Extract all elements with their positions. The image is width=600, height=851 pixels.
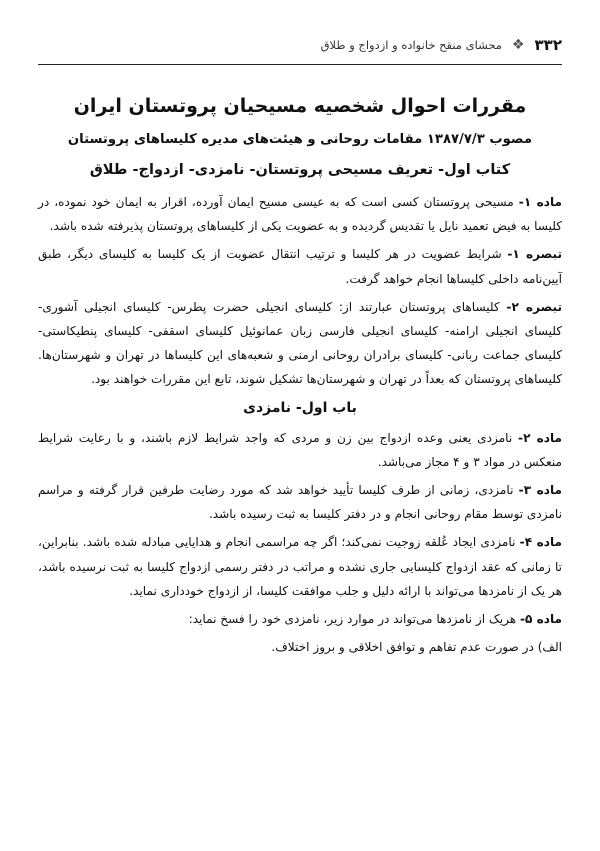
paragraph-article-2 — [38, 426, 562, 474]
diamond-flower-icon: ❖ — [511, 37, 525, 53]
note-number: تبصره ۲- — [506, 299, 562, 314]
running-header — [38, 30, 562, 60]
note-text: کلیساهای پروتستان عبارتند از: کلیسای انجیلی حضرت پطرس- کلیسای انجیلی آشوری- کلیسای انجیلی ارامنه- کلیسای انجیلی فارسی زبان عمانوئیل کلیسای اسقفی- کلیسای پنطیکاستی- کلیسای جماعت ربانی- کلیسای برادران روحانی ارمنی و شعبه‌های این کلیساها در تهران و شهرستان‌ها. کلیساهای پروتستان که بعداً در تهران و شهرستان‌ها تشکیل شوند، تابع این مقررات خواهند بود. — [38, 299, 562, 387]
paragraph-article-5 — [38, 607, 562, 631]
article-number: ماده ۲- — [518, 430, 562, 445]
paragraph-note-1 — [38, 242, 562, 290]
document-subtitle: مصوب ۱۳۸۷/۷/۳ مقامات روحانی و هیئت‌های مدیره کلیساهای پروتستان — [67, 132, 533, 147]
article-text: نامزدی یعنی وعده ازدواج بین زن و مردی که واجد شرایط لازم باشند، و با رعایت شرایط منعکس در مواد ۳ و ۴ مجاز می‌باشد. — [38, 430, 562, 469]
section-heading: باب اول- نامزدی — [243, 399, 357, 416]
paragraph-note-2 — [38, 295, 562, 392]
article-number: ماده ۵- — [519, 612, 562, 627]
article-number: ماده ۴- — [519, 535, 562, 550]
document-title: مقررات احوال شخصیه مسیحیان پروتستان ایران — [73, 95, 527, 117]
paragraph-article-3 — [38, 478, 562, 526]
article-number: ماده ۳- — [518, 483, 563, 498]
document-body — [38, 86, 562, 663]
paragraph-article-4 — [38, 530, 562, 603]
paragraph-article-1 — [38, 190, 562, 238]
book-heading: کتاب اول- تعریف مسیحی پروتستان- نامزدی- ازدواج- طلاق — [89, 162, 511, 178]
clause-text: الف) در صورت عدم تفاهم و توافق اخلاقی و بروز اختلاف. — [271, 640, 562, 655]
note-text: شرایط عضویت در هر کلیسا و ترتیب انتقال عضویت از یک کلیسا به کلیسای دیگر، طبق آیین‌نامه داخلی کلیساها انجام خواهد گرفت. — [38, 247, 562, 286]
header-divider — [38, 64, 562, 65]
article-number: ماده ۱- — [518, 195, 562, 209]
paragraph-clause-alef — [38, 635, 562, 659]
running-header-title: محشای منقح خانواده و ازدواج و طلاق — [320, 38, 502, 52]
article-text: هریک از نامزدها می‌تواند در موارد زیر، نامزدی خود را فسخ نماید: — [188, 612, 520, 627]
note-number: تبصره ۱- — [507, 247, 563, 262]
article-text: نامزدی، زمانی از طرف کلیسا تأیید خواهد شد که مورد رضایت طرفین قرار گرفته و مراسم نامزدی توسط مقام روحانی انجام و در دفتر کلیسا به ثبت رسیده باشد. — [38, 483, 562, 522]
article-text: مسیحی پروتستان کسی است که به عیسی مسیح ایمان آورده، اقرار به ایمان خود نموده، در کلیسا به فیض تعمید نایل یا تقدیس گردیده و به عضویت یکی از کلیساهای پروتستان پذیرفته شده باشد. — [38, 195, 562, 234]
page-number: ۳۳۲ — [534, 36, 562, 54]
article-text: نامزدی ایجاد عُلقه زوجیت نمی‌کند؛ اگر چه مراسمی انجام و هدایایی مبادله شده باشد. بنابراین، تا زمانی که عقد ازدواج کلیسایی جاری نشده و مراتب در دفتر رسمی ازدواج کلیسا به ثبت نرسیده باشد، هر یک از نامزدها می‌تواند با ارائه دلیل و جلب موافقت کلیسا، از ازدواج خودداری نماید. — [38, 535, 562, 598]
